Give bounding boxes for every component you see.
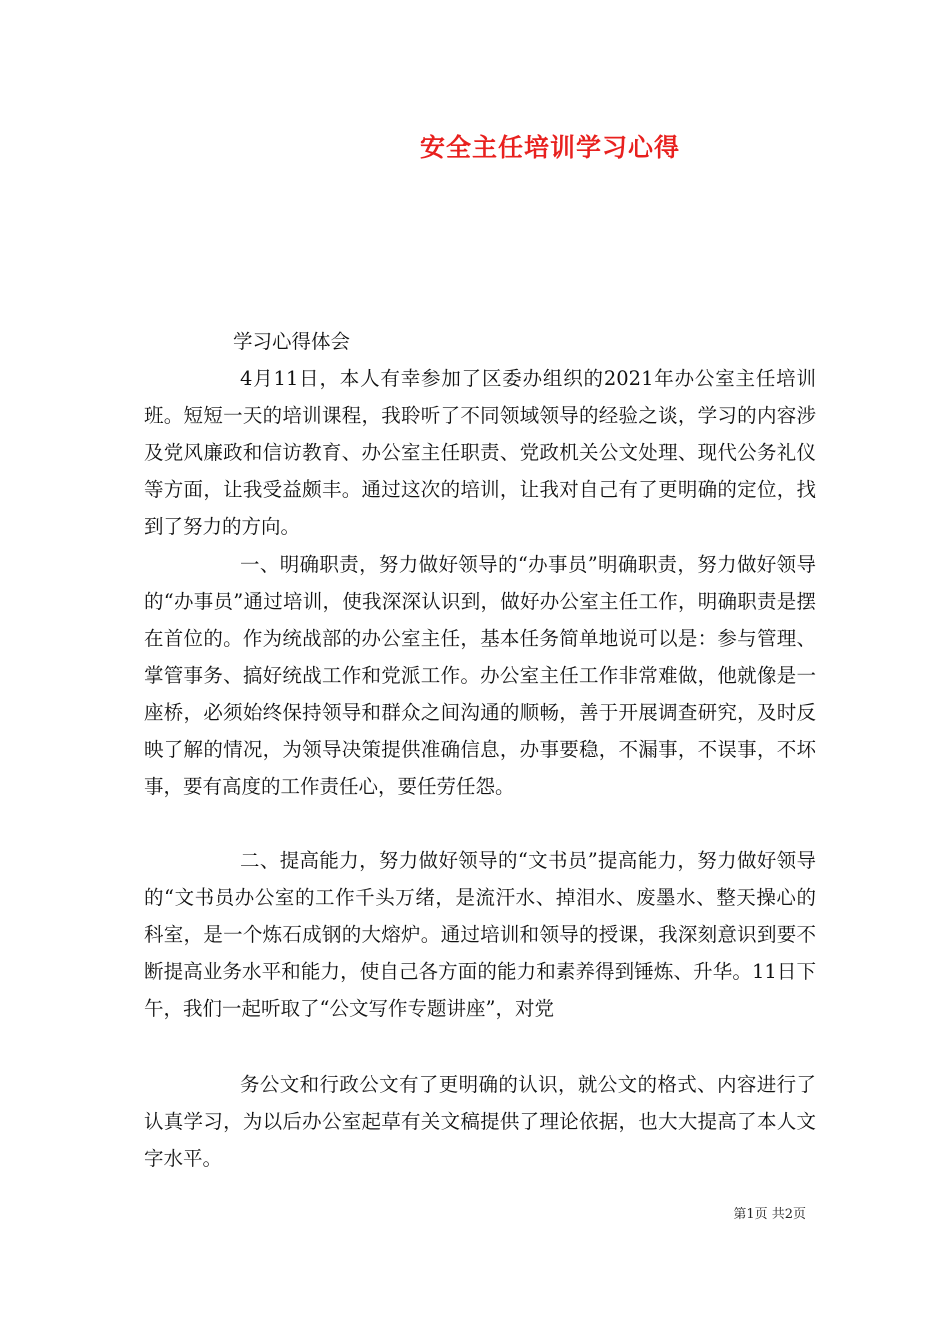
paragraph-section-one: 一、明确职责，努力做好领导的“办事员”明确职责，努力做好领导的“办事员”通过培训，使我深深认识到，做好办公室主任工作，明确职责是摆在首位的。作为统战部的办公室主任，基本任务简单地说可以是：参与管理、掌管事务、搞好统战工作和党派工作。办公室主任工作非常难做，他就像是一座桥，必须始终保持领导和群众之间沟通的顺畅，善于开展调查研究，及时反映了解的情况，为领导决策提供准确信息，办事要稳，不漏事，不误事，不坏事，要有高度的工作责任心，要任劳任怨。 — [144, 553, 816, 798]
document-title: 安全主任培训学习心得 — [419, 133, 680, 162]
paragraph-intro: 4月11日，本人有幸参加了区委办组织的2021年办公室主任培训班。短短一天的培训课程，我聆听了不同领域领导的经验之谈，学习的内容涉及党风廉政和信访教育、办公室主任职责、党政机关公文处理、现代公务礼仪等方面，让我受益颇丰。通过这次的培训，让我对自己有了更明确的定位，找到了努力的方向。 — [144, 367, 816, 538]
section-heading: 学习心得体会 — [233, 330, 351, 353]
page-number: 第1页 共2页 — [733, 1207, 806, 1222]
paragraph-section-two: 二、提高能力，努力做好领导的“文书员”提高能力，努力做好领导的“文书员办公室的工作千头万绪，是流汗水、掉泪水、废墨水、整天操心的科室，是一个炼石成钢的大熔炉。通过培训和领导的授课，我深刻意识到要不断提高业务水平和能力，使自己各方面的能力和素养得到锤炼、升华。11日下午，我们一起听取了“公文写作专题讲座”，对党 — [144, 849, 816, 1020]
paragraph-continuation: 务公文和行政公文有了更明确的认识，就公文的格式、内容进行了认真学习，为以后办公室起草有关文稿提供了理论依据，也大大提高了本人文字水平。 — [144, 1073, 816, 1170]
